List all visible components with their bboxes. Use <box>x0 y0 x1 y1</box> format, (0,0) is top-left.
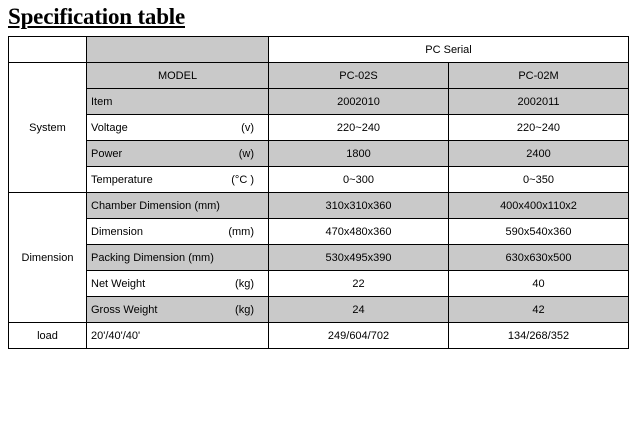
cell-dimension-pc02s: 470x480x360 <box>269 219 449 245</box>
cell-power-pc02s: 1800 <box>269 141 449 167</box>
cell-item-pc02m: 2002011 <box>449 89 629 115</box>
row-label-packing-dimension <box>87 245 269 271</box>
row-label-power-unit: (w) <box>238 147 254 160</box>
row-label-temperature <box>87 167 269 193</box>
table-row <box>9 245 629 271</box>
row-label-voltage-unit: (v) <box>241 121 254 134</box>
model-value-1: PC-02S <box>269 63 449 89</box>
group-label-load <box>9 323 87 349</box>
cell-packing-dimension-pc02s: 530x495x390 <box>269 245 449 271</box>
row-label-dimension <box>87 219 269 245</box>
row-label-load <box>87 323 269 349</box>
row-label-dimension-unit: (mm) <box>228 225 254 238</box>
cell-gross-weight-pc02m: 42 <box>449 297 629 323</box>
row-label-net-weight-unit: (kg) <box>235 277 254 290</box>
table-row <box>9 141 629 167</box>
row-label-chamber-dimension <box>87 193 269 219</box>
row-label-load-name: 20'/40'/40' <box>91 329 141 342</box>
table-row <box>9 271 629 297</box>
group-label-system-text: System <box>29 121 66 134</box>
model-label: MODEL <box>87 63 269 89</box>
document-page <box>0 4 637 424</box>
table-row <box>9 297 629 323</box>
table-row <box>9 193 629 219</box>
table-row <box>9 115 629 141</box>
row-label-voltage <box>87 115 269 141</box>
cell-chamber-dimension-pc02m: 400x400x110x2 <box>449 193 629 219</box>
row-label-power-name: Power <box>91 147 123 160</box>
row-label-packing-dimension-name: Packing Dimension (mm) <box>91 251 214 264</box>
group-label-load-text: load <box>37 329 58 342</box>
table-header-row <box>9 37 629 63</box>
cell-voltage-pc02m: 220~240 <box>449 115 629 141</box>
cell-net-weight-pc02s: 22 <box>269 271 449 297</box>
row-label-gross-weight <box>87 297 269 323</box>
header-corner-mid <box>87 37 269 63</box>
row-label-temperature-unit: (°C ) <box>231 173 254 186</box>
row-label-item-name: Item <box>91 95 113 108</box>
table-row <box>9 89 629 115</box>
row-label-gross-weight-name: Gross Weight <box>91 303 158 316</box>
table-model-row <box>9 63 629 89</box>
cell-voltage-pc02s: 220~240 <box>269 115 449 141</box>
row-label-gross-weight-unit: (kg) <box>235 303 254 316</box>
table-row <box>9 219 629 245</box>
header-group-pc-serial: PC Serial <box>269 37 629 63</box>
row-label-net-weight <box>87 271 269 297</box>
group-label-dimension-text: Dimension <box>21 251 74 264</box>
specification-table <box>8 36 629 349</box>
header-corner-left <box>9 37 87 63</box>
page-title: Specification table <box>8 4 185 29</box>
row-label-voltage-name: Voltage <box>91 121 128 134</box>
row-label-power <box>87 141 269 167</box>
table-row <box>9 167 629 193</box>
cell-net-weight-pc02m: 40 <box>449 271 629 297</box>
row-label-dimension-name: Dimension <box>91 225 143 238</box>
cell-load-pc02m: 134/268/352 <box>449 323 629 349</box>
row-label-chamber-dimension-name: Chamber Dimension (mm) <box>91 199 220 212</box>
cell-temperature-pc02m: 0~350 <box>449 167 629 193</box>
cell-dimension-pc02m: 590x540x360 <box>449 219 629 245</box>
cell-item-pc02s: 2002010 <box>269 89 449 115</box>
table-row <box>9 323 629 349</box>
cell-packing-dimension-pc02m: 630x630x500 <box>449 245 629 271</box>
cell-power-pc02m: 2400 <box>449 141 629 167</box>
cell-load-pc02s: 249/604/702 <box>269 323 449 349</box>
cell-gross-weight-pc02s: 24 <box>269 297 449 323</box>
row-label-item <box>87 89 269 115</box>
cell-chamber-dimension-pc02s: 310x310x360 <box>269 193 449 219</box>
model-value-2: PC-02M <box>449 63 629 89</box>
row-label-temperature-name: Temperature <box>91 173 153 186</box>
cell-temperature-pc02s: 0~300 <box>269 167 449 193</box>
group-label-system <box>9 63 87 193</box>
group-label-dimension <box>9 193 87 323</box>
row-label-net-weight-name: Net Weight <box>91 277 146 290</box>
